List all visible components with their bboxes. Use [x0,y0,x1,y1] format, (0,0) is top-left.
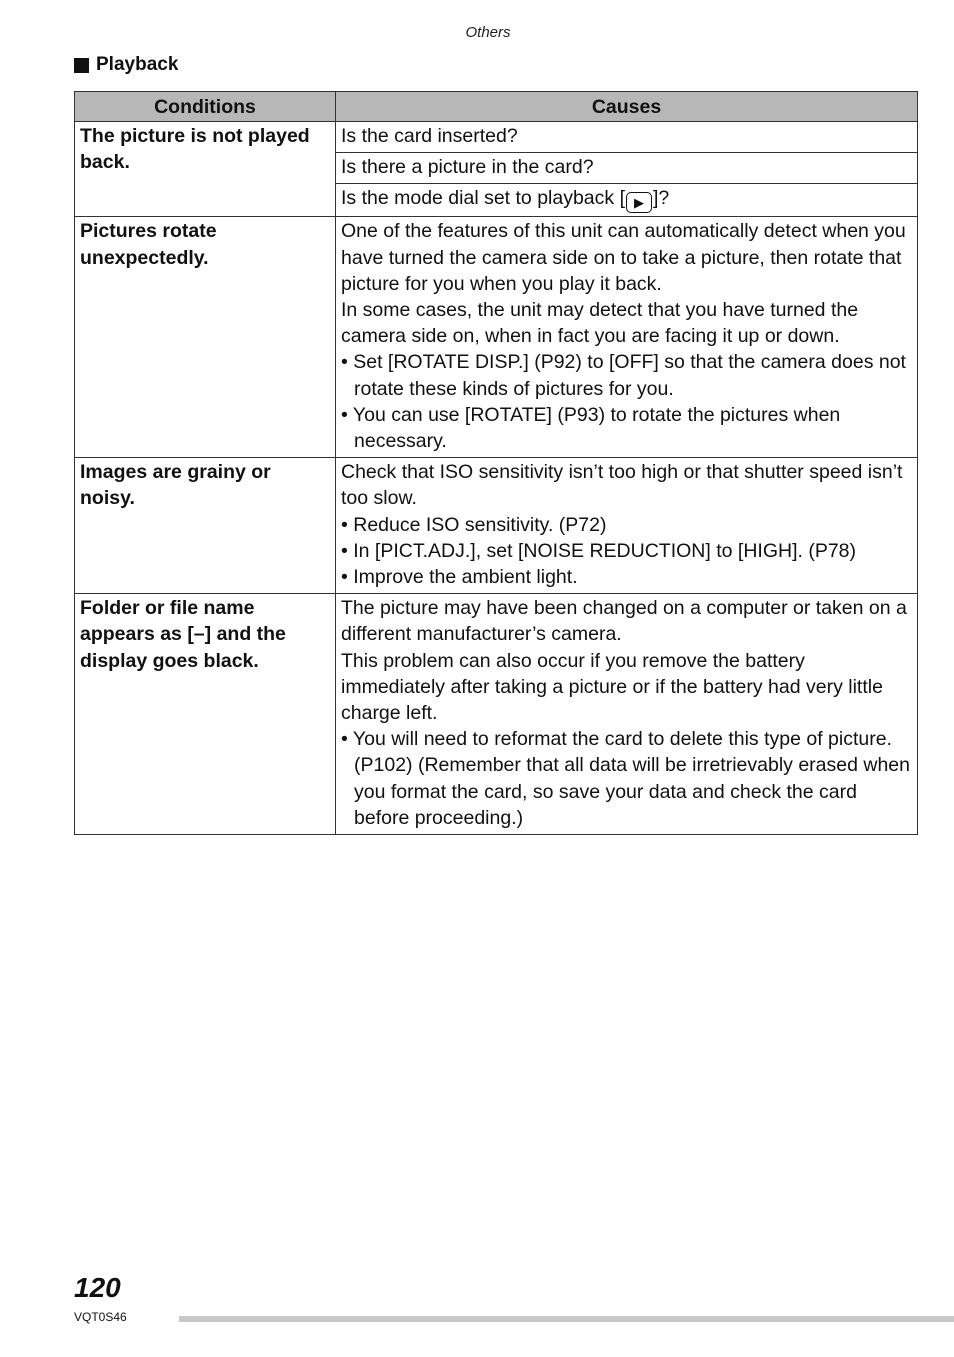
cause-text-after: ]? [653,187,670,210]
cause-paragraph: One of the features of this unit can automatically detect when you have turned the camera side on to take a picture, then rotate that picture for you when you play it back. [341,220,906,295]
troubleshooting-table [74,91,918,835]
cause-cell [336,184,918,217]
table-row [75,458,918,594]
playback-icon: ▶ [626,192,652,213]
table-row [75,217,918,458]
cause-cell [336,458,918,594]
causes-header: Causes [336,92,918,122]
cause-bullet: • Improve the ambient light. [341,566,578,589]
cause-text-before: Is the mode dial set to playback [ [341,187,625,210]
section-title-text: Playback [96,54,179,75]
section-title [74,54,178,76]
condition-cell: Pictures rotate unexpectedly. [75,217,336,458]
document-code: VQT0S46 [74,1310,127,1324]
cause-cell: Is the card inserted? [336,122,918,153]
condition-cell: Folder or file name appears as [–] and the display goes black. [75,594,336,835]
cause-cell [336,217,918,458]
square-bullet-icon [74,58,89,73]
table-header-row [75,92,918,122]
cause-bullet: • Set [ROTATE DISP.] (P92) to [OFF] so that the camera does not rotate these kinds of pictures for you. [341,351,906,400]
condition-cell: Images are grainy or noisy. [75,458,336,594]
cause-paragraph: This problem can also occur if you remove the battery immediately after taking a picture or if the battery had very little charge left. [341,649,883,725]
cause-paragraph: Check that ISO sensitivity isn’t too high or that shutter speed isn’t too slow. [341,461,903,510]
table-row [75,594,918,835]
page-number: 120 [74,1272,121,1303]
cause-bullet: • You will need to reformat the card to delete this type of picture. (P102) (Remember that all data will be irretrievably erased when you format the card, so save your data and check the card before proceeding.) [341,728,910,829]
cause-bullet: • You can use [ROTATE] (P93) to rotate the pictures when necessary. [341,403,841,453]
table-row [75,122,918,153]
footer-rule [179,1316,954,1322]
cause-bullet: • In [PICT.ADJ.], set [NOISE REDUCTION] to [HIGH]. (P78) [341,539,857,562]
conditions-header: Conditions [75,92,336,122]
cause-paragraph: In some cases, the unit may detect that you have turned the camera side on, when in fact you are facing it up or down. [341,299,859,348]
cause-bullet: • Reduce ISO sensitivity. (P72) [341,513,607,536]
condition-cell: The picture is not played back. [75,122,336,217]
cause-paragraph: The picture may have been changed on a computer or taken on a different manufacturer’s camera. [341,597,907,646]
cause-cell: Is there a picture in the card? [336,153,918,184]
running-head: Others [465,24,511,41]
cause-cell [336,594,918,835]
